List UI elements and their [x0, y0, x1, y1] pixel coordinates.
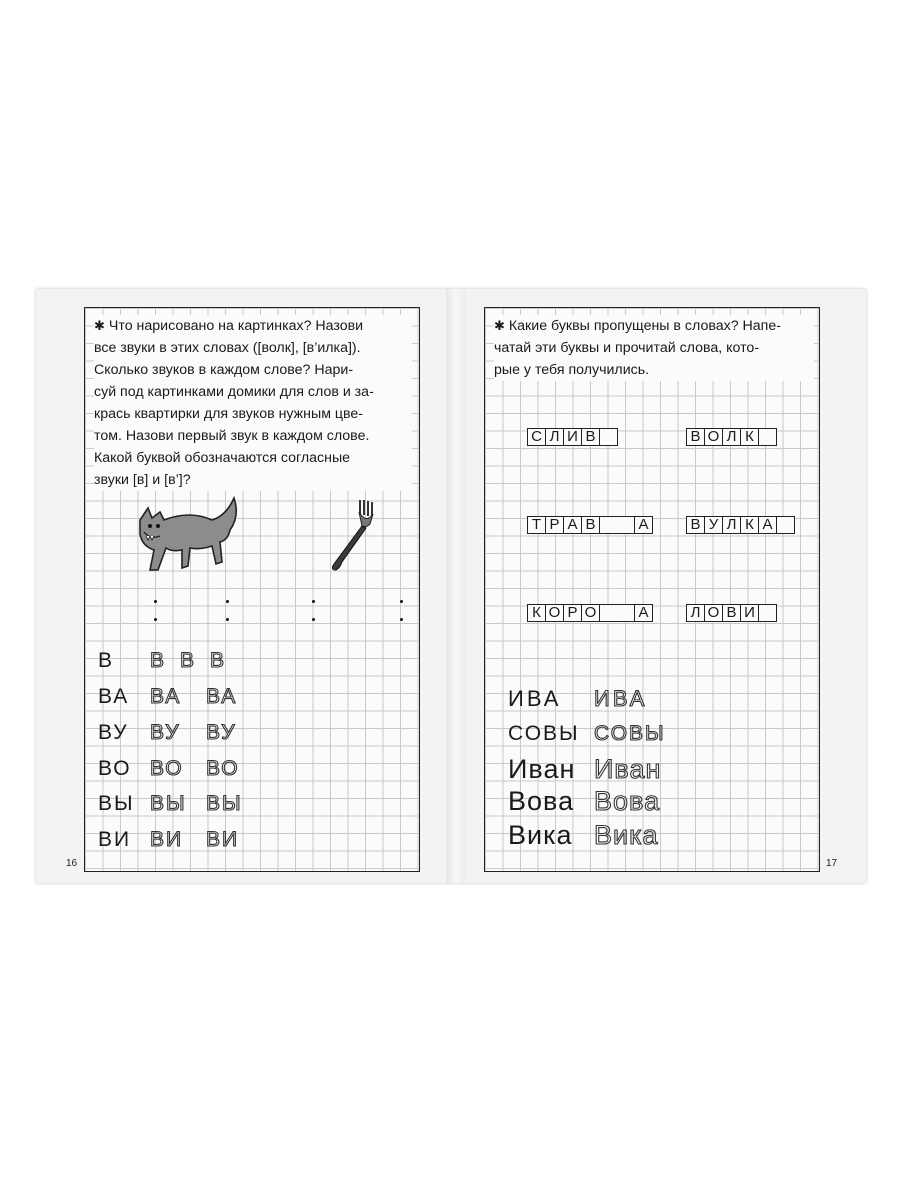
- right-task-text: [494, 315, 814, 381]
- letter-cell: О: [704, 428, 723, 446]
- tracing-letters: ВИ: [150, 828, 184, 851]
- tracing-letters: ВО: [206, 757, 240, 780]
- word-row: [508, 722, 666, 746]
- star-icon: ✱: [494, 318, 505, 333]
- task-line: крась квартирки для звуков нужным цве-: [94, 406, 364, 422]
- tracing-word: СОВЫ: [594, 722, 666, 745]
- letter-row: [98, 792, 262, 816]
- word-box: [527, 516, 652, 534]
- dot-marker: [400, 618, 403, 621]
- page-number-right: 17: [826, 858, 838, 869]
- tracing-letters: В: [180, 649, 197, 672]
- page-number-left: 16: [66, 858, 78, 869]
- letter-cell: А: [634, 516, 653, 534]
- letter-cell: А: [563, 516, 582, 534]
- tracing-letters: ВЫ: [150, 792, 187, 815]
- letter-cell: Л: [545, 428, 564, 446]
- star-icon: ✱: [94, 318, 105, 333]
- dot-marker: [154, 600, 157, 603]
- letter-cell: А: [758, 516, 777, 534]
- letter-cell: Л: [686, 604, 705, 622]
- tracing-letters: ВУ: [206, 721, 237, 744]
- word-row: [508, 786, 660, 817]
- letter-row: [98, 685, 262, 709]
- tracing-letters: ВИ: [206, 828, 240, 851]
- task-line: все звуки в этих словах ([волк], [в’илка]).: [94, 340, 361, 356]
- fork-icon: [326, 498, 376, 574]
- tracing-letters: В: [210, 649, 227, 672]
- letter-row: [98, 721, 262, 745]
- tracing-letters: ВА: [206, 685, 238, 708]
- solid-letters: ВИ: [98, 828, 132, 851]
- task-line: ✱ Какие буквы пропущены в словах? Напе-: [494, 318, 781, 334]
- letter-cell: В: [581, 428, 600, 446]
- blank-cell[interactable]: [776, 516, 795, 534]
- left-task-text: [94, 315, 412, 491]
- letter-cell: В: [722, 604, 741, 622]
- letter-cell: К: [740, 428, 759, 446]
- wolf-icon: [130, 490, 242, 580]
- task-line: Какой буквой обозначаются согласные: [94, 450, 351, 466]
- letter-cell: К: [740, 516, 759, 534]
- book-spine: [446, 289, 466, 883]
- left-page: [84, 307, 420, 872]
- solid-word: СОВЫ: [508, 722, 580, 745]
- solid-word: Иван: [508, 754, 576, 784]
- tracing-word: Вова: [594, 786, 661, 816]
- tracing-letters: ВА: [150, 685, 182, 708]
- letter-cell: В: [686, 428, 705, 446]
- word-row: [508, 686, 647, 712]
- letter-cell: И: [740, 604, 759, 622]
- letter-cell: О: [704, 604, 723, 622]
- letter-cell: О: [581, 604, 600, 622]
- dot-marker: [312, 618, 315, 621]
- task-line: суй под картинками домики для слов и за-: [94, 384, 374, 400]
- letter-cell: Т: [527, 516, 546, 534]
- task-line: звуки [в] и [в’]?: [94, 472, 191, 488]
- letter-cell: О: [545, 604, 564, 622]
- task-line: ✱ Что нарисовано на картинках? Назови: [94, 318, 364, 334]
- word-row: [508, 754, 661, 785]
- tracing-word: Вика: [594, 820, 659, 850]
- letter-cell: К: [527, 604, 546, 622]
- tracing-word: Иван: [594, 754, 662, 784]
- tracing-letters: ВУ: [150, 721, 181, 744]
- letter-row: [98, 757, 262, 781]
- letter-cell: У: [704, 516, 723, 534]
- word-row: [508, 820, 659, 851]
- letter-cell: Л: [722, 428, 741, 446]
- task-line: чатай эти буквы и прочитай слова, кото-: [494, 340, 760, 356]
- word-box: [527, 428, 617, 446]
- solid-word: ИВА: [508, 686, 562, 711]
- solid-letters: ВЫ: [98, 792, 135, 815]
- task-line: рые у тебя получились.: [494, 362, 650, 378]
- blank-cell[interactable]: [599, 516, 635, 534]
- blank-cell[interactable]: [758, 428, 777, 446]
- dot-marker: [226, 600, 229, 603]
- tracing-letters: ВО: [150, 757, 184, 780]
- dot-marker: [154, 618, 157, 621]
- task-line: Сколько звуков в каждом слове? Нари-: [94, 362, 354, 378]
- letter-cell: Р: [545, 516, 564, 534]
- solid-letters: ВО: [98, 757, 132, 780]
- task-line: том. Назови первый звук в каждом слове.: [94, 428, 370, 444]
- solid-letters: ВУ: [98, 721, 129, 744]
- word-box: [686, 516, 794, 534]
- blank-cell[interactable]: [599, 604, 635, 622]
- solid-letters: ВА: [98, 685, 130, 708]
- dot-marker: [312, 600, 315, 603]
- solid-letters: В: [98, 649, 115, 672]
- letter-cell: С: [527, 428, 546, 446]
- letter-cell: В: [686, 516, 705, 534]
- letter-cell: Р: [563, 604, 582, 622]
- tracing-letters: ВЫ: [206, 792, 243, 815]
- dot-marker: [226, 618, 229, 621]
- dot-marker: [400, 600, 403, 603]
- solid-word: Вова: [508, 786, 575, 816]
- tracing-letters: В: [150, 649, 167, 672]
- solid-word: Вика: [508, 820, 573, 850]
- blank-cell[interactable]: [758, 604, 777, 622]
- letter-cell: А: [634, 604, 653, 622]
- blank-cell[interactable]: [599, 428, 618, 446]
- letter-cell: И: [563, 428, 582, 446]
- letter-row: [98, 649, 240, 673]
- letter-cell: Л: [722, 516, 741, 534]
- word-box: [686, 604, 776, 622]
- word-box: [527, 604, 652, 622]
- tracing-word: ИВА: [594, 686, 648, 711]
- letter-cell: В: [581, 516, 600, 534]
- word-box: [686, 428, 776, 446]
- letter-row: [98, 828, 262, 852]
